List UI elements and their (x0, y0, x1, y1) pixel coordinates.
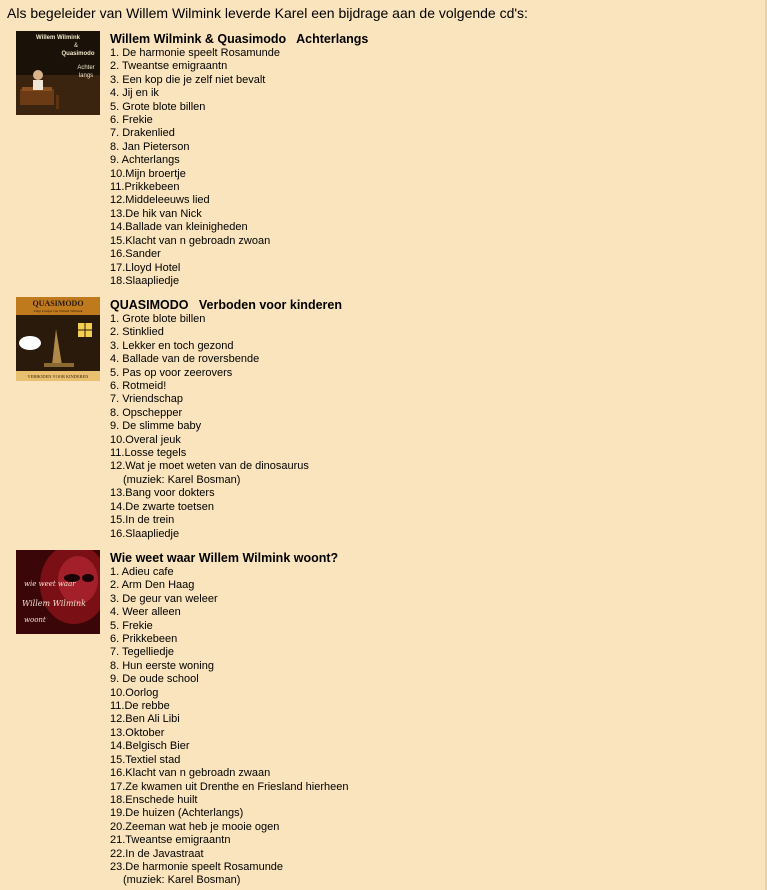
track-item: 12.Middeleeuws lied (110, 194, 210, 207)
cover-line1: wie weet waar (24, 580, 76, 588)
track-item: 14.Ballade van kleinigheden (110, 221, 248, 234)
track-item: 3. Een kop die je zelf niet bevalt (110, 73, 266, 86)
track-item: 5. Pas op voor zeerovers (110, 366, 233, 379)
cover-line1: QUASIMODO (32, 299, 84, 308)
track-item: 8. Opschepper (110, 406, 183, 419)
track-item: 3. De geur van weleer (110, 592, 218, 605)
album-title: Willem Wilmink & Quasimodo Achterlangs (110, 32, 369, 46)
track-item: 2. Tweantse emigraantn (110, 60, 228, 73)
track-item: 17.Lloyd Hotel (110, 261, 181, 274)
track-item (110, 861, 348, 888)
track-item: 1. De harmonie speelt Rosamunde (110, 47, 280, 59)
track-item: 21.Tweantse emigraantn (110, 834, 231, 847)
track-item: 6. Rotmeid! (110, 380, 167, 393)
track-item: 16.Klacht van n gebroadn zwaan (110, 767, 271, 780)
cover-line2: Zingt Liedjes van Willem Wilmink (33, 309, 83, 313)
track-item: 10.Oorlog (110, 686, 159, 699)
track-item: 14.De zwarte toetsen (110, 500, 214, 513)
track-list (110, 566, 348, 888)
cover-line4: Achter (77, 65, 95, 71)
track-credit-note: (muziek: Karel Bosman) (123, 473, 241, 486)
track-list (110, 47, 368, 288)
track-item: 22.In de Javastraat (110, 847, 204, 860)
track-item: 6. Prikkebeen (110, 633, 178, 646)
track-item: 10.Overal jeuk (110, 433, 181, 446)
track-item: 9. De slimme baby (110, 420, 202, 433)
track-item: 4. Weer alleen (110, 606, 181, 619)
track-item: 1. Grote blote billen (110, 313, 206, 325)
track-item: 7. Drakenlied (110, 127, 175, 140)
track-item: 10.Mijn broertje (110, 167, 186, 180)
album-cover-wie-weet-waar[interactable] (16, 550, 100, 634)
cover-line3: Quasimodo (61, 51, 95, 57)
album-cover-verboden[interactable] (16, 297, 100, 381)
cover-art-verboden (16, 297, 100, 381)
track-item: 11.Prikkebeen (110, 181, 180, 194)
album-title: Wie weet waar Willem Wilmink woont? (110, 551, 339, 565)
album-title: QUASIMODO Verboden voor kinderen (110, 298, 342, 312)
cover-line3: woont (24, 616, 46, 624)
track-item: 12.Ben Ali Libi (110, 713, 180, 726)
cover-line1: Willem Wilmink (36, 35, 80, 41)
track-list (110, 313, 342, 541)
cover-line5: langs (78, 73, 94, 79)
track-title: 23.De harmonie speelt Rosamunde (110, 860, 284, 873)
track-item: 18.Enschede huilt (110, 793, 198, 806)
track-item: 16.Slaapliedje (110, 527, 180, 540)
track-item: 16.Sander (110, 248, 161, 261)
track-item: 4. Ballade van de roversbende (110, 353, 260, 366)
track-item: 2. Arm Den Haag (110, 579, 195, 592)
album-cover-achterlangs[interactable] (16, 31, 100, 115)
track-item: 9. De oude school (110, 673, 199, 686)
track-item: 15.Klacht van n gebroadn zwoan (110, 234, 271, 247)
track-item: 8. Jan Pieterson (110, 140, 190, 153)
track-item: 9. Achterlangs (110, 154, 180, 167)
track-item: 3. Lekker en toch gezond (110, 339, 234, 352)
track-item: 1. Adieu cafe (110, 566, 174, 578)
track-item: 4. Jij en ik (110, 87, 159, 100)
track-item: 17.Ze kwamen uit Drenthe en Friesland hierheen (110, 780, 349, 793)
track-item: 13.Oktober (110, 726, 165, 739)
track-item: 11.De rebbe (110, 700, 170, 713)
track-item: 15.Textiel stad (110, 753, 181, 766)
track-item: 6. Frekie (110, 114, 153, 127)
album-info-wie-weet-waar (110, 550, 348, 888)
track-item: 7. Vriendschap (110, 393, 183, 406)
cover-line3: VERBODEN VOOR KINDEREN (27, 374, 89, 379)
track-item: 18.Slaapliedje (110, 274, 180, 287)
track-item: 5. Frekie (110, 619, 153, 632)
track-item: 11.Losse tegels (110, 447, 187, 460)
track-item: 15.In de trein (110, 514, 175, 527)
track-item: 19.De huizen (Achterlangs) (110, 807, 244, 820)
track-title: 12.Wat je moet weten van de dinosaurus (110, 460, 309, 473)
cover-line2: Willem Wilmink (22, 599, 86, 608)
track-item (110, 460, 342, 487)
track-credit-note: (muziek: Karel Bosman) (123, 874, 241, 887)
track-item: 20.Zeeman wat heb je mooie ogen (110, 820, 280, 833)
cover-line2: & (73, 43, 79, 49)
cover-art-wie-weet-waar (16, 550, 100, 634)
track-item: 7. Tegelliedje (110, 646, 175, 659)
track-item: 8. Hun eerste woning (110, 659, 214, 672)
album-info-verboden (110, 297, 342, 541)
cover-art-achterlangs (16, 31, 100, 115)
track-item: 5. Grote blote billen (110, 100, 206, 113)
album-info-achterlangs (110, 31, 368, 288)
track-item: 13.De hik van Nick (110, 207, 202, 220)
track-item: 2. Stinklied (110, 326, 164, 339)
track-item: 14.Belgisch Bier (110, 740, 190, 753)
intro-text: Als begeleider van Willem Wilmink leverde Karel een bijdrage aan de volgende cd's: (7, 5, 528, 21)
track-item: 13.Bang voor dokters (110, 487, 215, 500)
